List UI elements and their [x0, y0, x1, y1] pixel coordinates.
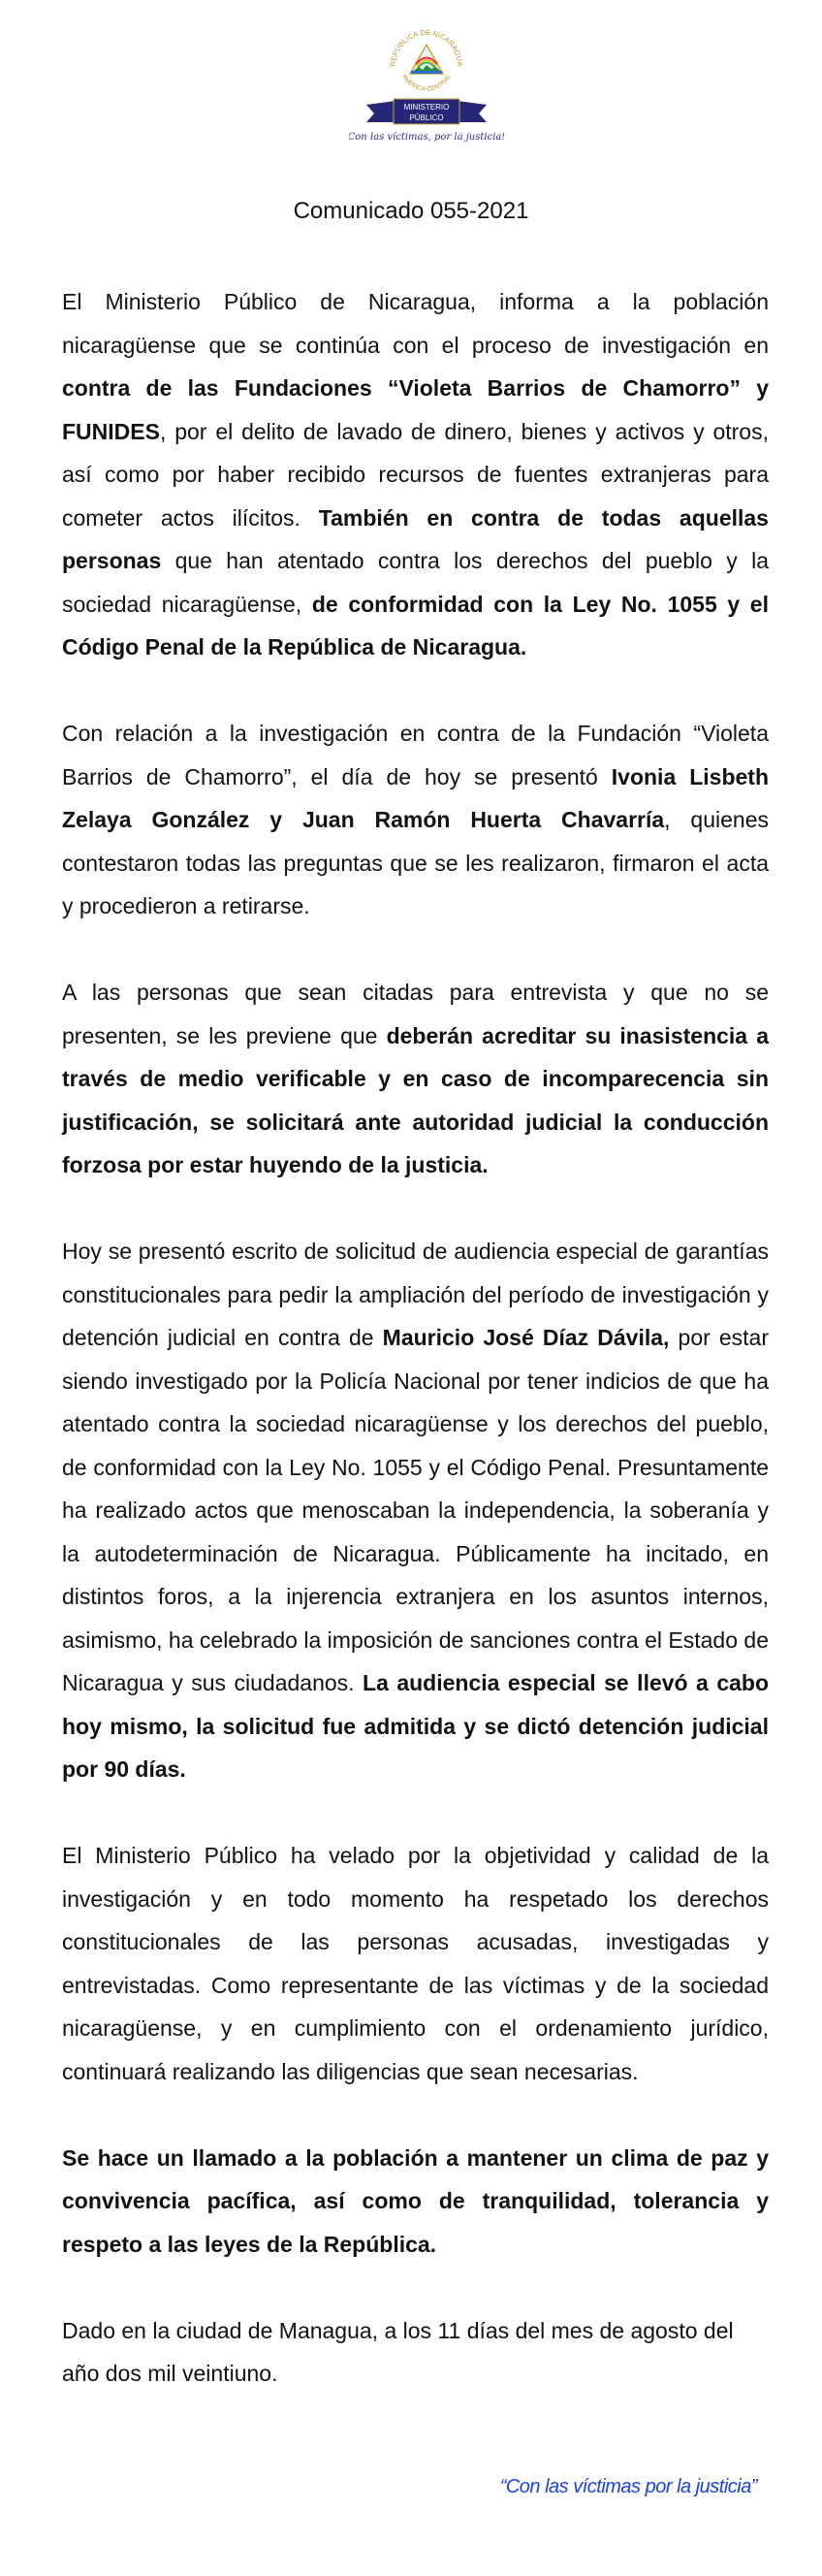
- bold-text: deberán acreditar su inasistencia a través de medio verificable y en caso de incomparecencia sin justificación, se solicitará ante autoridad judicial la conducción forzosa por estar huyendo de la justicia.: [62, 1022, 769, 1177]
- bold-text: Se hace un llamado a la población a mantener un clima de paz y convivencia pacífica, así como de tranquilidad, tolerancia y respeto a las leyes de la República.: [62, 2144, 769, 2257]
- document-body: [62, 280, 769, 2396]
- bold-text: Ivonia Lisbeth Zelaya González y Juan Ramón Huerta Chavarría: [62, 763, 769, 832]
- ministerio-publico-logo: [349, 25, 504, 145]
- bold-text: Mauricio José Díaz Dávila,: [382, 1325, 670, 1350]
- paragraph: [62, 2309, 769, 2396]
- text: El Ministerio Público ha velado por la objetividad y calidad de la investigación y en todo momento ha respetado los derechos constitucionales de las personas acusadas, investigadas y entrevistadas. Como representante de las víctimas y de la sociedad nicaragüense, y en cumplimiento con el ordenamiento jurídico, continuará realizando las diligencias que sean necesarias.: [62, 1843, 769, 2084]
- document-content: [62, 280, 769, 2500]
- svg-text:MINISTERIO: MINISTERIO: [403, 103, 450, 112]
- text: Dado en la ciudad de Managua, a los 11 días del mes de agosto del año dos mil veintiuno.: [62, 2317, 734, 2386]
- text: El Ministerio Público de Nicaragua, informa a la población nicaragüense que se continúa con el proceso de investigación en: [62, 289, 769, 358]
- page-title: Comunicado 055-2021: [293, 198, 529, 224]
- svg-text:AMÉRICA CENTRAL: AMÉRICA CENTRAL: [400, 73, 453, 93]
- bold-text: La audiencia especial se llevó a cabo hoy mismo, la solicitud fue admitida y se dictó detención judicial por 90 días.: [62, 1670, 769, 1782]
- paragraph: [62, 1834, 769, 2093]
- svg-text:Con las víctimas, por la justi: Con las víctimas, por la justicia!: [349, 132, 504, 143]
- bold-text: de conformidad con la Ley No. 1055 y el Código Penal de la República de Nicaragua.: [62, 591, 769, 660]
- text: , por el delito de lavado de dinero, bienes y activos y otros, así como por haber recibido recursos de fuentes extranjeras para cometer actos ilícitos.: [62, 418, 769, 531]
- text: Con relación a la investigación en contra de la Fundación “Violeta Barrios de Chamorro”, el día de hoy se presentó: [62, 721, 769, 789]
- bold-text: También en contra de todas aquellas personas: [62, 504, 769, 573]
- paragraph: [62, 1230, 769, 1791]
- bold-text: contra de las Fundaciones “Violeta Barrios de Chamorro” y FUNIDES: [62, 375, 769, 444]
- paragraph: [62, 2137, 769, 2267]
- text: por estar siendo investigado por la Policía Nacional por tener indicios de que ha atentado contra la sociedad nicaragüense y los derechos del pueblo, de conformidad con la Ley No. 1055 y el Código Penal. Presuntamente ha realizado actos que menoscaban la independencia, la soberanía y la autodeterminación de Nicaragua. Públicamente ha incitado, en distintos foros, a la injerencia extranjera en los asuntos internos, asimismo, ha celebrado la imposición de sanciones contra el Estado de Nicaragua y sus ciudadanos.: [62, 1325, 769, 1695]
- text: que han atentado contra los derechos del pueblo y la sociedad nicaragüense,: [62, 548, 769, 617]
- svg-text:REPÚBLICA DE NICARAGUA: REPÚBLICA DE NICARAGUA: [388, 27, 465, 67]
- paragraph: [62, 280, 769, 669]
- paragraph: [62, 971, 769, 1187]
- footer-motto: “Con las víctimas por la justicia”: [499, 2475, 757, 2497]
- text: A las personas que sean citadas para entrevista y que no se presenten, se les previene que: [62, 980, 769, 1048]
- text: , quienes contestaron todas las preguntas que se les realizaron, firmaron el acta y procedieron a retirarse.: [62, 807, 769, 918]
- text: Hoy se presentó escrito de solicitud de audiencia especial de garantías constitucionales para pedir la ampliación del período de investigación y detención judicial en contra de: [62, 1239, 769, 1350]
- svg-text:PÚBLICO: PÚBLICO: [409, 113, 444, 122]
- paragraph: [62, 712, 769, 928]
